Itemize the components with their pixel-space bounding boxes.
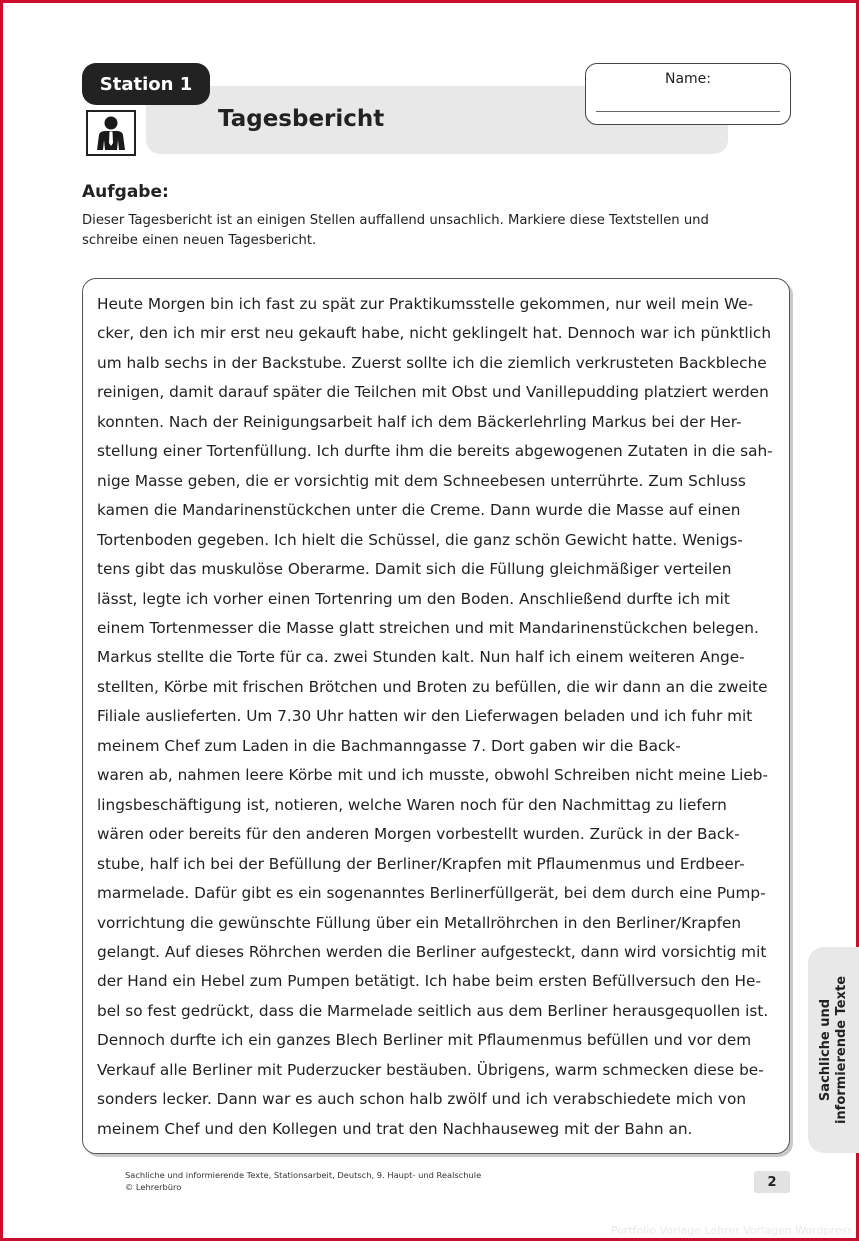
station-label: Station 1 [82,63,210,105]
page-title: Tagesbericht [218,106,385,132]
footer [125,1169,481,1193]
story-line: wären oder bereits für den anderen Morgen vorbestellt wurden. Zurück in der Back- [97,825,740,844]
page-number: 2 [754,1171,790,1193]
story-line: Dennoch durfte ich ein ganzes Blech Berliner mit Pflaumenmus befüllen und vor dem [97,1031,752,1050]
story-line: Markus stellte die Torte für ca. zwei Stunden kalt. Nun half ich einem weiteren Ange- [97,648,745,667]
story-line: stube, half ich bei der Befüllung der Berliner/Krapfen mit Pflaumenmus und Erdbeer- [97,854,745,873]
story-line: der Hand ein Hebel zum Pumpen betätigt. Ich habe beim ersten Befüllversuch den He- [97,972,761,991]
task-instructions [82,211,782,251]
story-line: vorrichtung die gewünschte Füllung über ein Metallröhrchen in den Berliner/Krapfen [97,913,742,932]
name-line [596,111,780,112]
story-line: um halb sechs in der Backstube. Zuerst sollte ich die ziemlich verkrusteten Backbleche [97,353,767,372]
side-tab-line: informierende Texte [833,975,849,1125]
story-text [97,290,777,1144]
story-line: bel so fest gedrückt, dass die Marmelade seitlich aus dem Berliner herausgequollen ist. [97,1001,769,1020]
footer-copyright: © Lehrerbüro [125,1182,182,1192]
story-line: meinem Chef zum Laden in die Bachmanngasse 7. Dort gaben wir die Back- [97,736,681,755]
story-line: reinigen, damit darauf später die Teilchen mit Obst und Vanillepudding platziert werden [97,383,769,402]
side-tab-line: Sachliche und [817,998,833,1102]
task-heading: Aufgabe: [82,182,169,202]
story-line: Heute Morgen bin ich fast zu spät zur Praktikumsstelle gekommen, nur weil mein We- [97,295,754,313]
side-tab [808,947,859,1153]
name-field[interactable] [585,63,791,125]
story-line: gelangt. Auf dieses Röhrchen werden die Berliner aufgesteckt, dann wird vorsichtig mit [97,942,767,961]
name-label: Name: [664,71,712,87]
story-line: lingsbeschäftigung ist, notieren, welche Waren noch für den Nachmittag zu liefern [97,795,727,814]
story-line: konnten. Nach der Reinigungsarbeit half ich dem Bäckerlehrling Markus bei der Her- [97,412,742,431]
story-line: Tortenboden gegeben. Ich hielt die Schüssel, die ganz schön Gewicht hatte. Wenigs- [97,530,743,549]
story-line: lässt, legte ich vorher einen Tortenring um den Boden. Anschließend durfte ich mit [97,589,730,608]
story-line: waren ab, nahmen leere Körbe mit und ich musste, obwohl Schreiben nicht meine Lieb- [97,766,769,785]
story-line: meinem Chef und den Kollegen und trat den Nachhauseweg mit der Bahn an. [97,1119,693,1138]
story-line: stellten, Körbe mit frischen Brötchen und Broten zu befüllen, die wir dann an die zweite [97,677,768,696]
story-line: Verkauf alle Berliner mit Puderzucker bestäuben. Übrigens, warm schmecken diese be- [97,1060,764,1079]
side-tab-label [818,976,850,1124]
story-line: kamen die Mandarinenstückchen unter die Creme. Dann wurde die Masse auf einen [97,501,741,520]
story-line: einem Tortenmesser die Masse glatt streichen und mit Mandarinenstückchen belegen. [97,618,759,637]
person-with-tie-icon [86,110,136,156]
task-instructions-line: schreibe einen neuen Tagesbericht. [82,233,317,248]
story-line: marmelade. Dafür gibt es ein sogenanntes Berlinerfüllgerät, bei dem durch eine Pump- [97,884,766,903]
story-line: Filiale auslieferten. Um 7.30 Uhr hatten wir den Lieferwagen beladen und ich fuhr mit [97,707,753,726]
story-line: stellung einer Tortenfüllung. Ich durfte ihm die bereits abgewogenen Zutaten in die sah- [97,442,773,461]
watermark: Portfolio Vorlage Lehrer Vorlagen Wordpress [610,1224,853,1237]
story-line: nige Masse geben, die er vorsichtig mit dem Schneebesen unterrührte. Zum Schluss [97,471,746,490]
story-line: tens gibt das muskulöse Oberarme. Damit sich die Füllung gleichmäßiger verteilen [97,560,732,579]
story-text-box [82,278,790,1154]
story-line: sonders lecker. Dann war es auch schon halb zwölf und ich verabschiedete mich von [97,1090,747,1109]
story-line: cker, den ich mir erst neu gekauft habe, nicht geklingelt hat. Dennoch war ich pünktlich [97,324,772,343]
task-instructions-line: Dieser Tagesbericht ist an einigen Stellen auffallend unsachlich. Markiere diese Textstellen und [82,213,709,228]
footer-source: Sachliche und informierende Texte, Stationsarbeit, Deutsch, 9. Haupt- und Realschule [125,1170,482,1180]
